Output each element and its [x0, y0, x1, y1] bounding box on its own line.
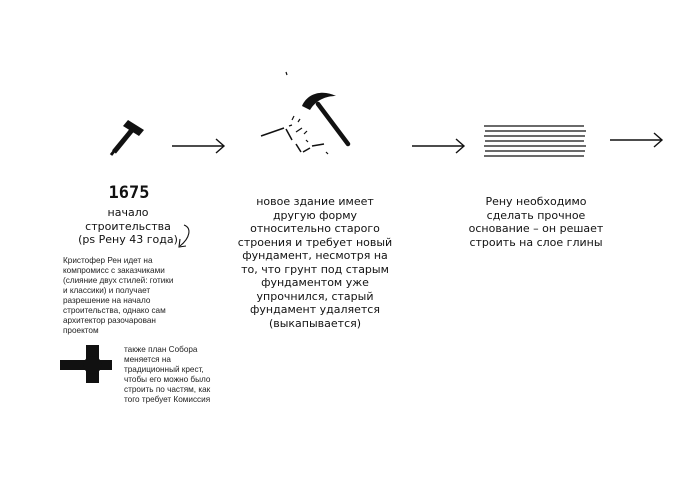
curved-arrow-icon: [174, 222, 198, 252]
note-line: Кристофер Рен идет на: [63, 256, 153, 265]
caption-line: Рену необходимо: [485, 195, 587, 208]
caption-line: фундаментом уже: [261, 276, 369, 289]
arrow-right-icon: [411, 136, 467, 156]
note-line: строить по частям, как: [124, 385, 211, 394]
year-label: 1675: [108, 183, 150, 203]
note-line: архитектор разочарован: [63, 316, 156, 325]
plan-note: [124, 345, 234, 405]
caption-line: строения и требует новый: [237, 235, 393, 249]
nail-icon: [108, 116, 148, 156]
caption-line: относительно старого: [250, 222, 380, 235]
caption-line: новое здание имеет: [256, 195, 374, 208]
caption-line: (выкапывается): [268, 316, 362, 330]
caption-line: сделать прочное: [486, 208, 586, 222]
caption-line: другую форму: [272, 208, 358, 222]
arrow-right-icon: [171, 136, 227, 156]
caption-line: то, что грунт под старым: [241, 262, 389, 276]
caption-line: фундамент удаляется: [250, 303, 380, 316]
note-line: разрешение на начало: [63, 296, 151, 305]
caption-line: строительства: [85, 219, 171, 233]
step1-note: [63, 256, 203, 336]
caption-line: основание – он решает: [468, 222, 604, 235]
note-line: того требует Комиссия: [124, 395, 211, 404]
arrow-right-icon: [609, 130, 665, 150]
caption-line: фундамент, несмотря на: [242, 249, 388, 262]
note-line: также план Собора: [124, 345, 198, 354]
note-line: строительства, однако сам: [63, 306, 166, 315]
note-line: (слияние двух стилей: готики: [63, 276, 174, 285]
clay-layers-icon: [482, 122, 588, 162]
note-line: меняется на: [124, 355, 171, 364]
step3-caption: [461, 195, 611, 249]
note-line: и классики) и получает: [63, 286, 151, 295]
caption-line: упрочнился, старый: [256, 289, 374, 303]
note-line: проектом: [63, 326, 99, 335]
caption-line: (ps Рену 43 года): [78, 233, 178, 246]
pickaxe-icon: [256, 66, 360, 166]
note-line: компромисс с заказчиками: [63, 266, 165, 275]
caption-line: строить на слое глины: [469, 235, 603, 249]
cross-plan-icon: [58, 343, 114, 385]
step2-caption: [235, 195, 395, 330]
caption-line: начало: [107, 206, 149, 219]
note-line: чтобы его можно было: [124, 375, 211, 384]
note-line: традиционный крест,: [124, 365, 204, 374]
